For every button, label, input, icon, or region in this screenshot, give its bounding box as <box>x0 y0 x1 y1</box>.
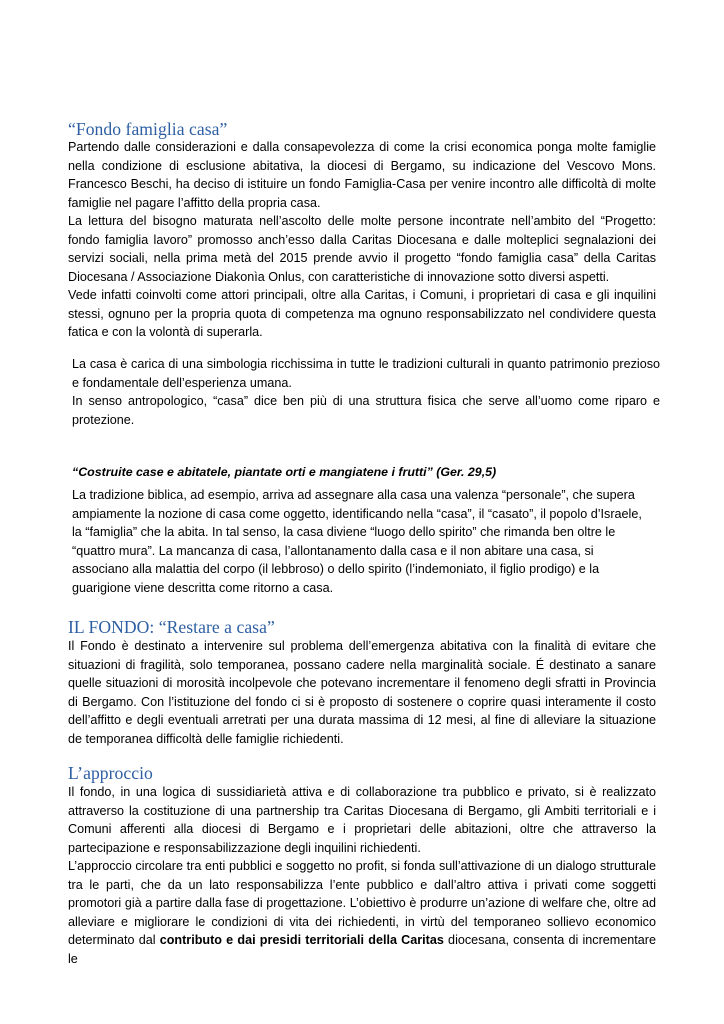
intro-paragraph-1: Partendo dalle considerazioni e dalla consapevolezza di come la crisi economica ponga molte famiglie nella condizione di esclusione abitativa, la diocesi di Bergamo, su indicazione del Vescovo Mons. Francesco Beschi, ha deciso di istituire un fondo Famiglia-Casa per venire incontro alle difficoltà di molte famiglie nel pagare l’affitto della propria casa. <box>68 140 656 210</box>
intro-section <box>68 138 656 342</box>
biblical-quote: “Costruite case e abitatele, piantate orti e mangiatene i frutti” (Ger. 29,5) <box>72 465 497 480</box>
intro-paragraph-3: Vede infatti coinvolti come attori principali, oltre alla Caritas, i Comuni, i proprietari di casa e gli inquilini stessi, ognuno per la propria quota di competenza ma ognuno responsabilizzato nel condividere questa fatica e con la volontà di superarla. <box>68 288 656 339</box>
restare-paragraph: Il Fondo è destinato a intervenire sul problema dell’emergenza abitativa con la finalità di evitare che situazioni di fragilità, solo temporanea, possano cadere nella marginalità sociale. É destinato a sanare quelle situazioni di morosità incolpevole che potevano incrementare il fenomeno degli sfratti in Provincia di Bergamo. Con l’istituzione del fondo ci si è proposto di sostenere o coprire quasi interamente il costo dell’affitto e degli eventuali arretrati per una durata massima di 12 mesi, al fine di alleviare la situazione de temporanea difficoltà delle famiglie richiedenti. <box>68 639 656 746</box>
section-heading-restare-a-casa: IL FONDO: “Restare a casa” <box>68 617 275 637</box>
section-heading-approccio: L’approccio <box>68 763 153 783</box>
approccio-paragraph-1: Il fondo, in una logica di sussidiarietà attiva e di collaborazione tra pubblico e privato, si è realizzato attraverso la costituzione di una partnership tra Caritas Diocesana di Bergamo, gli Ambiti territoriali e i Comuni afferenti alla diocesi di Bergamo e i proprietari delle abitazioni, oltre che attraverso la partecipazione e responsabilizzazione degli inquilini richiedenti. <box>68 785 656 855</box>
approccio-p2-end: diocesana, consenta di incrementare le <box>68 933 656 966</box>
casa-paragraph-1: La casa è carica di una simbologia ricchissima in tutte le tradizioni culturali in quanto patrimonio prezioso e fondamentale dell’esperienza umana. <box>72 357 660 390</box>
approccio-paragraph-2 <box>68 857 656 968</box>
biblical-tradition-paragraph: La tradizione biblica, ad esempio, arriva ad assegnare alla casa una valenza “personale”, che supera ampiamente la nozione di casa come oggetto, identificando nella “casa”, il “casato”, il popolo d’Israele, la “famiglia” che la abita. In tal senso, la casa diviene “luogo dello spirito” che rimanda ben oltre le “quattro mura”. La mancanza di casa, l’allontanamento dalla casa e il non abitare una casa, si associano alla malattia del corpo (il lebbroso) o dello spirito (l’indemoniato, il figlio prodigo) e la guarigione viene descritta come ritorno a casa. <box>72 488 642 595</box>
section-heading-fondo-famiglia-casa: “Fondo famiglia casa” <box>68 119 228 139</box>
casa-symbolism-block <box>68 355 660 429</box>
approccio-p2-start: L’approccio circolare tra enti pubblici e soggetto no profit, si fonda sull’attivazione di un dialogo strutturale tra le parti, che da un lato responsabilizza l’ente pubblico e dall’altro attiva i privati come soggetti promotori già a partire dalla fase di progettazione. L’obiettivo è produrre un’azione di welfare che, oltre ad alleviare e migliorare le condizioni di vita dei richiedenti, in virtù del temporaneo sollievo economico determinato dal <box>68 859 656 947</box>
intro-paragraph-2: La lettura del bisogno maturata nell’ascolto delle molte persone incontrate nell’ambito del “Progetto: fondo famiglia lavoro” promosso anch’esso dalla Caritas Diocesana e dalle molteplici segnalazioni dei servizi sociali, nella prima metà del 2015 prende avvio il progetto “fondo famiglia casa” della Caritas Diocesana / Associazione Diakonìa Onlus, con caratteristiche di innovazione sotto diversi aspetti. <box>68 214 656 284</box>
approccio-p2-bold: contributo e dai presidi territoriali della Caritas <box>159 933 444 947</box>
approccio-section <box>68 783 656 968</box>
casa-paragraph-2: In senso antropologico, “casa” dice ben più di una struttura fisica che serve all’uomo come riparo e protezione. <box>72 394 660 427</box>
